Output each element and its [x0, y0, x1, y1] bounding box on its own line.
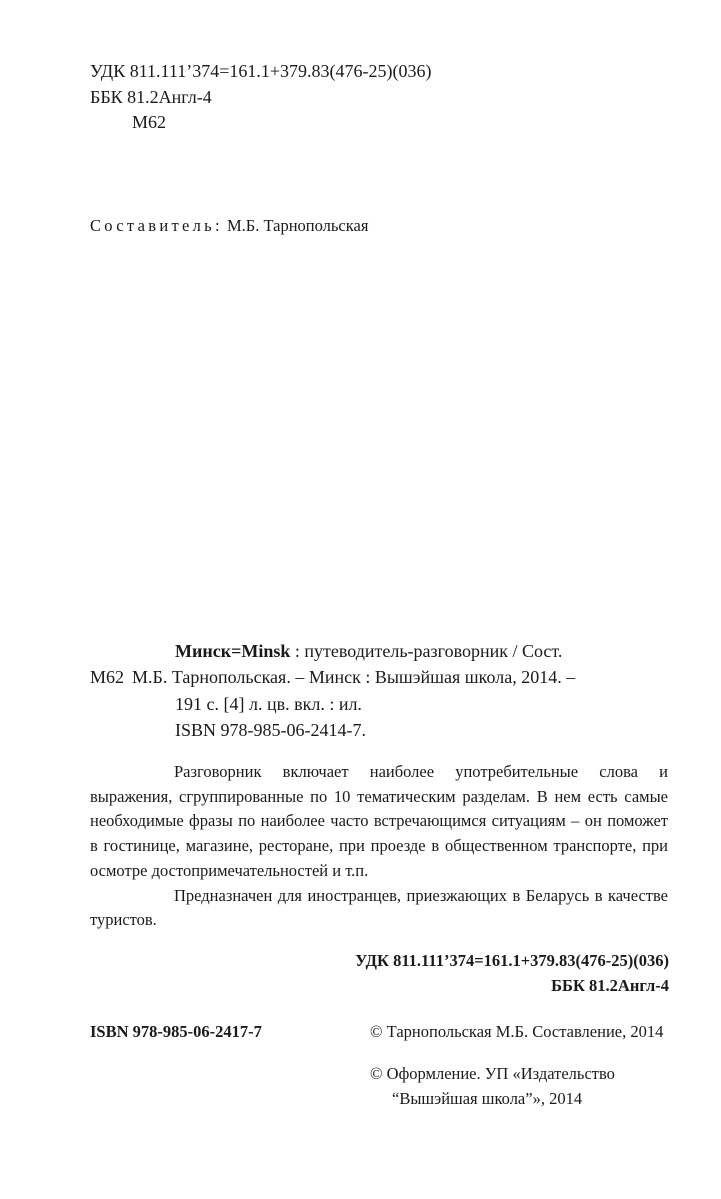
- abstract: [90, 760, 668, 933]
- copyright-compilation: © Тарнопольская М.Б. Составление, 2014: [370, 1022, 664, 1041]
- catalog-author-mark: М62: [90, 667, 125, 687]
- copyright-design: © Оформление. УП «Издательство “Вышэйшая школа”», 2014: [370, 1064, 615, 1108]
- footer-bbk: ББК 81.2Англ-4: [551, 976, 669, 995]
- footer-isbn: ISBN 978-985-06-2417-7: [90, 1022, 262, 1041]
- footer-udk: УДК 811.111’374=161.1+379.83(476-25)(036): [355, 951, 669, 970]
- abstract-paragraph-2: Предназначен для иностранцев, приезжающих в Беларусь в качестве туристов.: [90, 885, 668, 930]
- catalog-title-line: [175, 639, 562, 663]
- catalog-title-rest: : путеводитель-разговорник / Сост.: [294, 641, 563, 661]
- catalog-line-3: 191 с. [4] л. цв. вкл. : ил.: [175, 694, 362, 714]
- compiler-line: [90, 214, 368, 239]
- compiler-name: М.Б. Тарнопольская: [226, 216, 369, 235]
- catalog-line-2: М.Б. Тарнопольская. – Минск : Вышэйшая школа, 2014. –: [132, 667, 576, 687]
- abstract-paragraph-1: Разговорник включает наиболее употребительные слова и выражения, сгруппированные по 10 тематическим разделам. В нем есть самые необходимые фразы по наиболее часто встречающимся ситуациям – он поможет в гостинице, магазине, ресторане, при проезде в общественном транспорте, при осмотре достопримечательностей и т.п.: [90, 762, 668, 880]
- bbk-code: ББК 81.2Англ-4: [90, 87, 212, 107]
- compiler-label: Составитель:: [90, 216, 223, 235]
- udk-code: УДК 811.111’374=161.1+379.83(476-25)(036): [90, 61, 432, 81]
- catalog-title: Минск=Minsk: [175, 641, 291, 661]
- author-mark: М62: [132, 112, 167, 132]
- catalog-isbn: ISBN 978-985-06-2414-7.: [175, 720, 366, 740]
